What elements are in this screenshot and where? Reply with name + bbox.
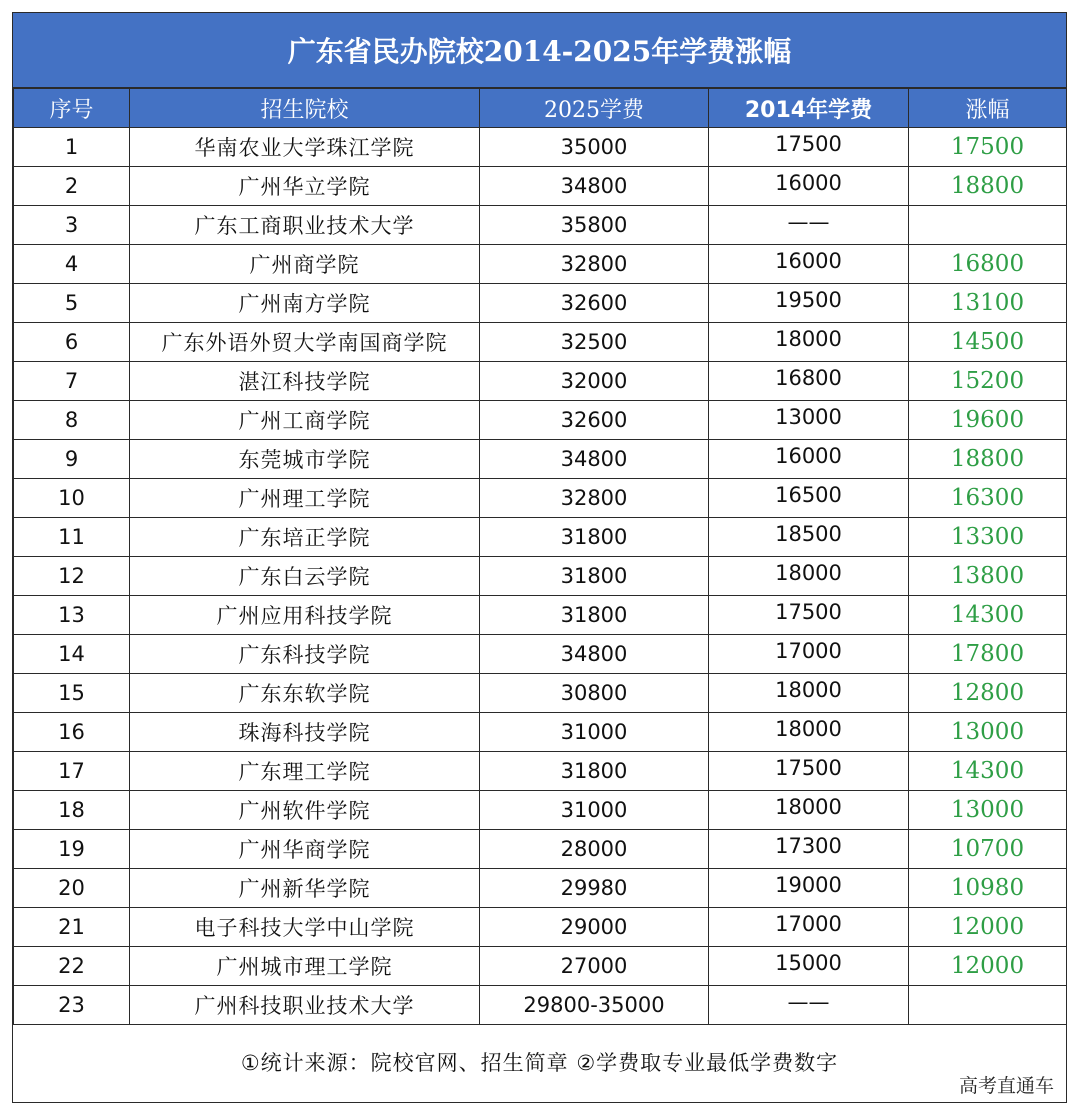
row-no: 2 bbox=[14, 167, 130, 206]
row-fee-2014: 16800 bbox=[709, 362, 909, 401]
row-no: 8 bbox=[14, 401, 130, 440]
row-fee-2025: 34800 bbox=[480, 440, 709, 479]
row-increase: 10980 bbox=[909, 869, 1067, 908]
row-fee-2025: 31800 bbox=[480, 557, 709, 596]
row-fee-2014: 16000 bbox=[709, 440, 909, 479]
row-increase: 18800 bbox=[909, 440, 1067, 479]
row-fee-2014: 17500 bbox=[709, 752, 909, 791]
row-fee-2025: 32500 bbox=[480, 323, 709, 362]
row-increase: 14300 bbox=[909, 596, 1067, 635]
row-increase: 13800 bbox=[909, 557, 1067, 596]
row-fee-2025: 29800-35000 bbox=[480, 986, 709, 1025]
row-no: 21 bbox=[14, 908, 130, 947]
row-fee-2014: 19000 bbox=[709, 869, 909, 908]
row-increase: 12800 bbox=[909, 674, 1067, 713]
row-no: 9 bbox=[14, 440, 130, 479]
row-fee-2014: 16000 bbox=[709, 167, 909, 206]
row-fee-2014: 19500 bbox=[709, 284, 909, 323]
row-fee-2025: 32800 bbox=[480, 479, 709, 518]
row-fee-2025: 35000 bbox=[480, 128, 709, 167]
row-no: 17 bbox=[14, 752, 130, 791]
row-increase bbox=[909, 206, 1067, 245]
tuition-table-frame bbox=[12, 12, 1067, 1103]
row-fee-2025: 28000 bbox=[480, 830, 709, 869]
row-fee-2014: —— bbox=[709, 206, 909, 245]
row-no: 7 bbox=[14, 362, 130, 401]
row-increase: 13000 bbox=[909, 791, 1067, 830]
row-fee-2014: 18500 bbox=[709, 518, 909, 557]
header-fee-2014: 2014年学费 bbox=[709, 89, 909, 128]
row-fee-2025: 32800 bbox=[480, 245, 709, 284]
row-school: 东莞城市学院 bbox=[130, 440, 480, 479]
header-no: 序号 bbox=[14, 89, 130, 128]
row-fee-2014: 16500 bbox=[709, 479, 909, 518]
row-school: 广东外语外贸大学南国商学院 bbox=[130, 323, 480, 362]
table-row bbox=[14, 947, 1067, 986]
table-row bbox=[14, 635, 1067, 674]
row-fee-2014: 18000 bbox=[709, 791, 909, 830]
row-no: 4 bbox=[14, 245, 130, 284]
row-increase: 15200 bbox=[909, 362, 1067, 401]
table-row bbox=[14, 986, 1067, 1025]
row-fee-2025: 31800 bbox=[480, 752, 709, 791]
row-no: 12 bbox=[14, 557, 130, 596]
row-fee-2025: 32000 bbox=[480, 362, 709, 401]
row-school: 广州理工学院 bbox=[130, 479, 480, 518]
row-no: 10 bbox=[14, 479, 130, 518]
row-school: 广东培正学院 bbox=[130, 518, 480, 557]
row-fee-2014: 16000 bbox=[709, 245, 909, 284]
row-no: 13 bbox=[14, 596, 130, 635]
row-fee-2014: 17000 bbox=[709, 635, 909, 674]
row-no: 16 bbox=[14, 713, 130, 752]
table-row bbox=[14, 245, 1067, 284]
row-fee-2014: 15000 bbox=[709, 947, 909, 986]
row-no: 14 bbox=[14, 635, 130, 674]
row-school: 广东理工学院 bbox=[130, 752, 480, 791]
tuition-table bbox=[13, 88, 1067, 1025]
row-increase: 17500 bbox=[909, 128, 1067, 167]
table-row bbox=[14, 128, 1067, 167]
row-fee-2014: 17500 bbox=[709, 128, 909, 167]
row-increase: 19600 bbox=[909, 401, 1067, 440]
table-row bbox=[14, 167, 1067, 206]
row-fee-2014: 17500 bbox=[709, 596, 909, 635]
table-row bbox=[14, 362, 1067, 401]
row-fee-2025: 31800 bbox=[480, 596, 709, 635]
row-increase: 14300 bbox=[909, 752, 1067, 791]
row-school: 广州华商学院 bbox=[130, 830, 480, 869]
row-increase: 16800 bbox=[909, 245, 1067, 284]
table-row bbox=[14, 479, 1067, 518]
row-no: 11 bbox=[14, 518, 130, 557]
row-increase: 12000 bbox=[909, 947, 1067, 986]
row-fee-2025: 32600 bbox=[480, 401, 709, 440]
row-fee-2025: 27000 bbox=[480, 947, 709, 986]
header-increase: 涨幅 bbox=[909, 89, 1067, 128]
table-row bbox=[14, 830, 1067, 869]
table-row bbox=[14, 440, 1067, 479]
table-row bbox=[14, 596, 1067, 635]
watermark: 高考直通车 bbox=[958, 1075, 1054, 1097]
row-school: 广州商学院 bbox=[130, 245, 480, 284]
row-increase: 13100 bbox=[909, 284, 1067, 323]
row-increase: 16300 bbox=[909, 479, 1067, 518]
row-fee-2014: 18000 bbox=[709, 557, 909, 596]
row-fee-2025: 31000 bbox=[480, 791, 709, 830]
row-school: 华南农业大学珠江学院 bbox=[130, 128, 480, 167]
row-increase: 18800 bbox=[909, 167, 1067, 206]
footer-note: ①统计来源：院校官网、招生简章 ②学费取专业最低学费数字 bbox=[240, 1051, 839, 1075]
table-row bbox=[14, 557, 1067, 596]
row-increase: 12000 bbox=[909, 908, 1067, 947]
row-fee-2025: 35800 bbox=[480, 206, 709, 245]
header-fee-2025: 2025学费 bbox=[480, 89, 709, 128]
row-school: 广州新华学院 bbox=[130, 869, 480, 908]
table-row bbox=[14, 752, 1067, 791]
row-increase bbox=[909, 986, 1067, 1025]
row-fee-2014: 13000 bbox=[709, 401, 909, 440]
table-title: 广东省民办院校2014-2025年学费涨幅 bbox=[13, 13, 1066, 88]
row-no: 19 bbox=[14, 830, 130, 869]
row-school: 广州城市理工学院 bbox=[130, 947, 480, 986]
row-fee-2014: 18000 bbox=[709, 713, 909, 752]
row-no: 1 bbox=[14, 128, 130, 167]
table-row bbox=[14, 908, 1067, 947]
row-increase: 17800 bbox=[909, 635, 1067, 674]
row-school: 广州华立学院 bbox=[130, 167, 480, 206]
table-row bbox=[14, 401, 1067, 440]
row-school: 珠海科技学院 bbox=[130, 713, 480, 752]
row-fee-2025: 31000 bbox=[480, 713, 709, 752]
row-fee-2014: 17000 bbox=[709, 908, 909, 947]
table-row bbox=[14, 674, 1067, 713]
row-school: 广州应用科技学院 bbox=[130, 596, 480, 635]
table-row bbox=[14, 713, 1067, 752]
row-fee-2014: 18000 bbox=[709, 674, 909, 713]
table-row bbox=[14, 869, 1067, 908]
row-school: 广东东软学院 bbox=[130, 674, 480, 713]
row-fee-2025: 30800 bbox=[480, 674, 709, 713]
row-fee-2025: 29000 bbox=[480, 908, 709, 947]
header-row bbox=[14, 89, 1067, 128]
row-school: 广州软件学院 bbox=[130, 791, 480, 830]
table-row bbox=[14, 206, 1067, 245]
row-no: 18 bbox=[14, 791, 130, 830]
row-increase: 14500 bbox=[909, 323, 1067, 362]
row-increase: 10700 bbox=[909, 830, 1067, 869]
row-school: 广州科技职业技术大学 bbox=[130, 986, 480, 1025]
row-school: 广东白云学院 bbox=[130, 557, 480, 596]
row-no: 15 bbox=[14, 674, 130, 713]
table-row bbox=[14, 791, 1067, 830]
row-fee-2025: 32600 bbox=[480, 284, 709, 323]
row-school: 广州南方学院 bbox=[130, 284, 480, 323]
row-school: 广东科技学院 bbox=[130, 635, 480, 674]
row-fee-2025: 34800 bbox=[480, 635, 709, 674]
row-school: 广东工商职业技术大学 bbox=[130, 206, 480, 245]
row-fee-2014: 17300 bbox=[709, 830, 909, 869]
table-row bbox=[14, 284, 1067, 323]
row-school: 广州工商学院 bbox=[130, 401, 480, 440]
row-school: 电子科技大学中山学院 bbox=[130, 908, 480, 947]
row-fee-2014: —— bbox=[709, 986, 909, 1025]
row-no: 3 bbox=[14, 206, 130, 245]
row-increase: 13300 bbox=[909, 518, 1067, 557]
row-no: 23 bbox=[14, 986, 130, 1025]
header-school: 招生院校 bbox=[130, 89, 480, 128]
row-fee-2025: 29980 bbox=[480, 869, 709, 908]
row-no: 5 bbox=[14, 284, 130, 323]
row-fee-2014: 18000 bbox=[709, 323, 909, 362]
row-increase: 13000 bbox=[909, 713, 1067, 752]
row-no: 22 bbox=[14, 947, 130, 986]
row-fee-2025: 31800 bbox=[480, 518, 709, 557]
row-no: 20 bbox=[14, 869, 130, 908]
row-no: 6 bbox=[14, 323, 130, 362]
table-row bbox=[14, 518, 1067, 557]
table-row bbox=[14, 323, 1067, 362]
row-school: 湛江科技学院 bbox=[130, 362, 480, 401]
row-fee-2025: 34800 bbox=[480, 167, 709, 206]
